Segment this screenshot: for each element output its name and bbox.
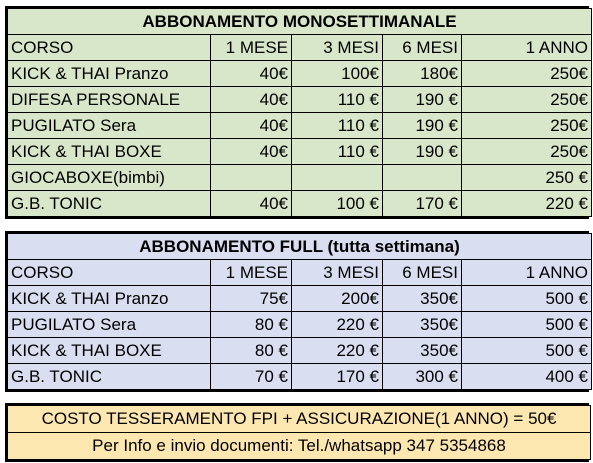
full-subscription-table [5,231,589,392]
price-3-months [292,165,383,191]
price-1-year: 250€ [462,61,592,87]
price-3-months: 220 € [292,338,383,364]
price-3-months: 100 € [292,191,383,217]
table-row [8,139,592,165]
table-row [8,312,592,338]
price-3-months: 200€ [292,286,383,312]
price-1-year: 500 € [462,338,592,364]
price-1-month [211,165,292,191]
price-3-months: 110 € [292,113,383,139]
column-header-1-year: 1 ANNO [462,35,592,61]
price-6-months: 190 € [383,87,462,113]
course-name: G.B. TONIC [8,364,211,390]
price-6-months: 350€ [383,312,462,338]
course-name: KICK & THAI Pranzo [8,61,211,87]
table-row [8,286,592,312]
fee-row [8,406,591,433]
price-1-month: 80 € [211,338,292,364]
weekly-header-row [8,35,592,61]
table-row [8,87,592,113]
price-1-month: 40€ [211,61,292,87]
table-row [8,191,592,217]
footer-info-box [5,403,589,462]
full-header-row [8,260,592,286]
weekly-title-row [8,9,592,35]
column-header-course: CORSO [8,35,211,61]
price-6-months: 350€ [383,286,462,312]
price-1-year: 250 € [462,165,592,191]
column-header-1-year: 1 ANNO [462,260,592,286]
price-1-year: 500 € [462,312,592,338]
course-name: G.B. TONIC [8,191,211,217]
membership-fee-text: COSTO TESSERAMENTO FPI + ASSICURAZIONE(1 ANNO) = 50€ [8,406,591,433]
course-name: PUGILATO Sera [8,113,211,139]
price-1-year: 250€ [462,139,592,165]
contact-info-text: Per Info e invio documenti: Tel./whatsapp 347 5354868 [8,433,591,460]
full-title: ABBONAMENTO FULL (tutta settimana) [8,234,592,260]
course-name: KICK & THAI Pranzo [8,286,211,312]
price-1-month: 40€ [211,191,292,217]
price-6-months: 350€ [383,338,462,364]
price-6-months: 170 € [383,191,462,217]
price-6-months: 180€ [383,61,462,87]
price-6-months: 190 € [383,113,462,139]
column-header-3-months: 3 MESI [292,260,383,286]
price-6-months: 300 € [383,364,462,390]
column-header-6-months: 6 MESI [383,260,462,286]
price-6-months [383,165,462,191]
price-1-month: 80 € [211,312,292,338]
weekly-title: ABBONAMENTO MONOSETTIMANALE [8,9,592,35]
price-1-month: 40€ [211,113,292,139]
table-row [8,61,592,87]
price-1-month: 40€ [211,139,292,165]
price-1-year: 400 € [462,364,592,390]
price-1-year: 250€ [462,87,592,113]
course-name: DIFESA PERSONALE [8,87,211,113]
full-title-row [8,234,592,260]
table-row [8,364,592,390]
price-1-year: 500 € [462,286,592,312]
weekly-subscription-table [5,6,589,219]
price-3-months: 170 € [292,364,383,390]
price-3-months: 220 € [292,312,383,338]
price-1-year: 250€ [462,113,592,139]
table-row [8,165,592,191]
price-3-months: 110 € [292,87,383,113]
price-6-months: 190 € [383,139,462,165]
price-1-month: 40€ [211,87,292,113]
price-1-year: 220 € [462,191,592,217]
price-3-months: 100€ [292,61,383,87]
course-name: KICK & THAI BOXE [8,338,211,364]
column-header-6-months: 6 MESI [383,35,462,61]
contact-row [8,433,591,460]
course-name: KICK & THAI BOXE [8,139,211,165]
price-1-month: 75€ [211,286,292,312]
course-name: PUGILATO Sera [8,312,211,338]
table-row [8,113,592,139]
price-3-months: 110 € [292,139,383,165]
column-header-1-month: 1 MESE [211,35,292,61]
price-1-month: 70 € [211,364,292,390]
course-name: GIOCABOXE(bimbi) [8,165,211,191]
column-header-1-month: 1 MESE [211,260,292,286]
column-header-3-months: 3 MESI [292,35,383,61]
table-row [8,338,592,364]
column-header-course: CORSO [8,260,211,286]
